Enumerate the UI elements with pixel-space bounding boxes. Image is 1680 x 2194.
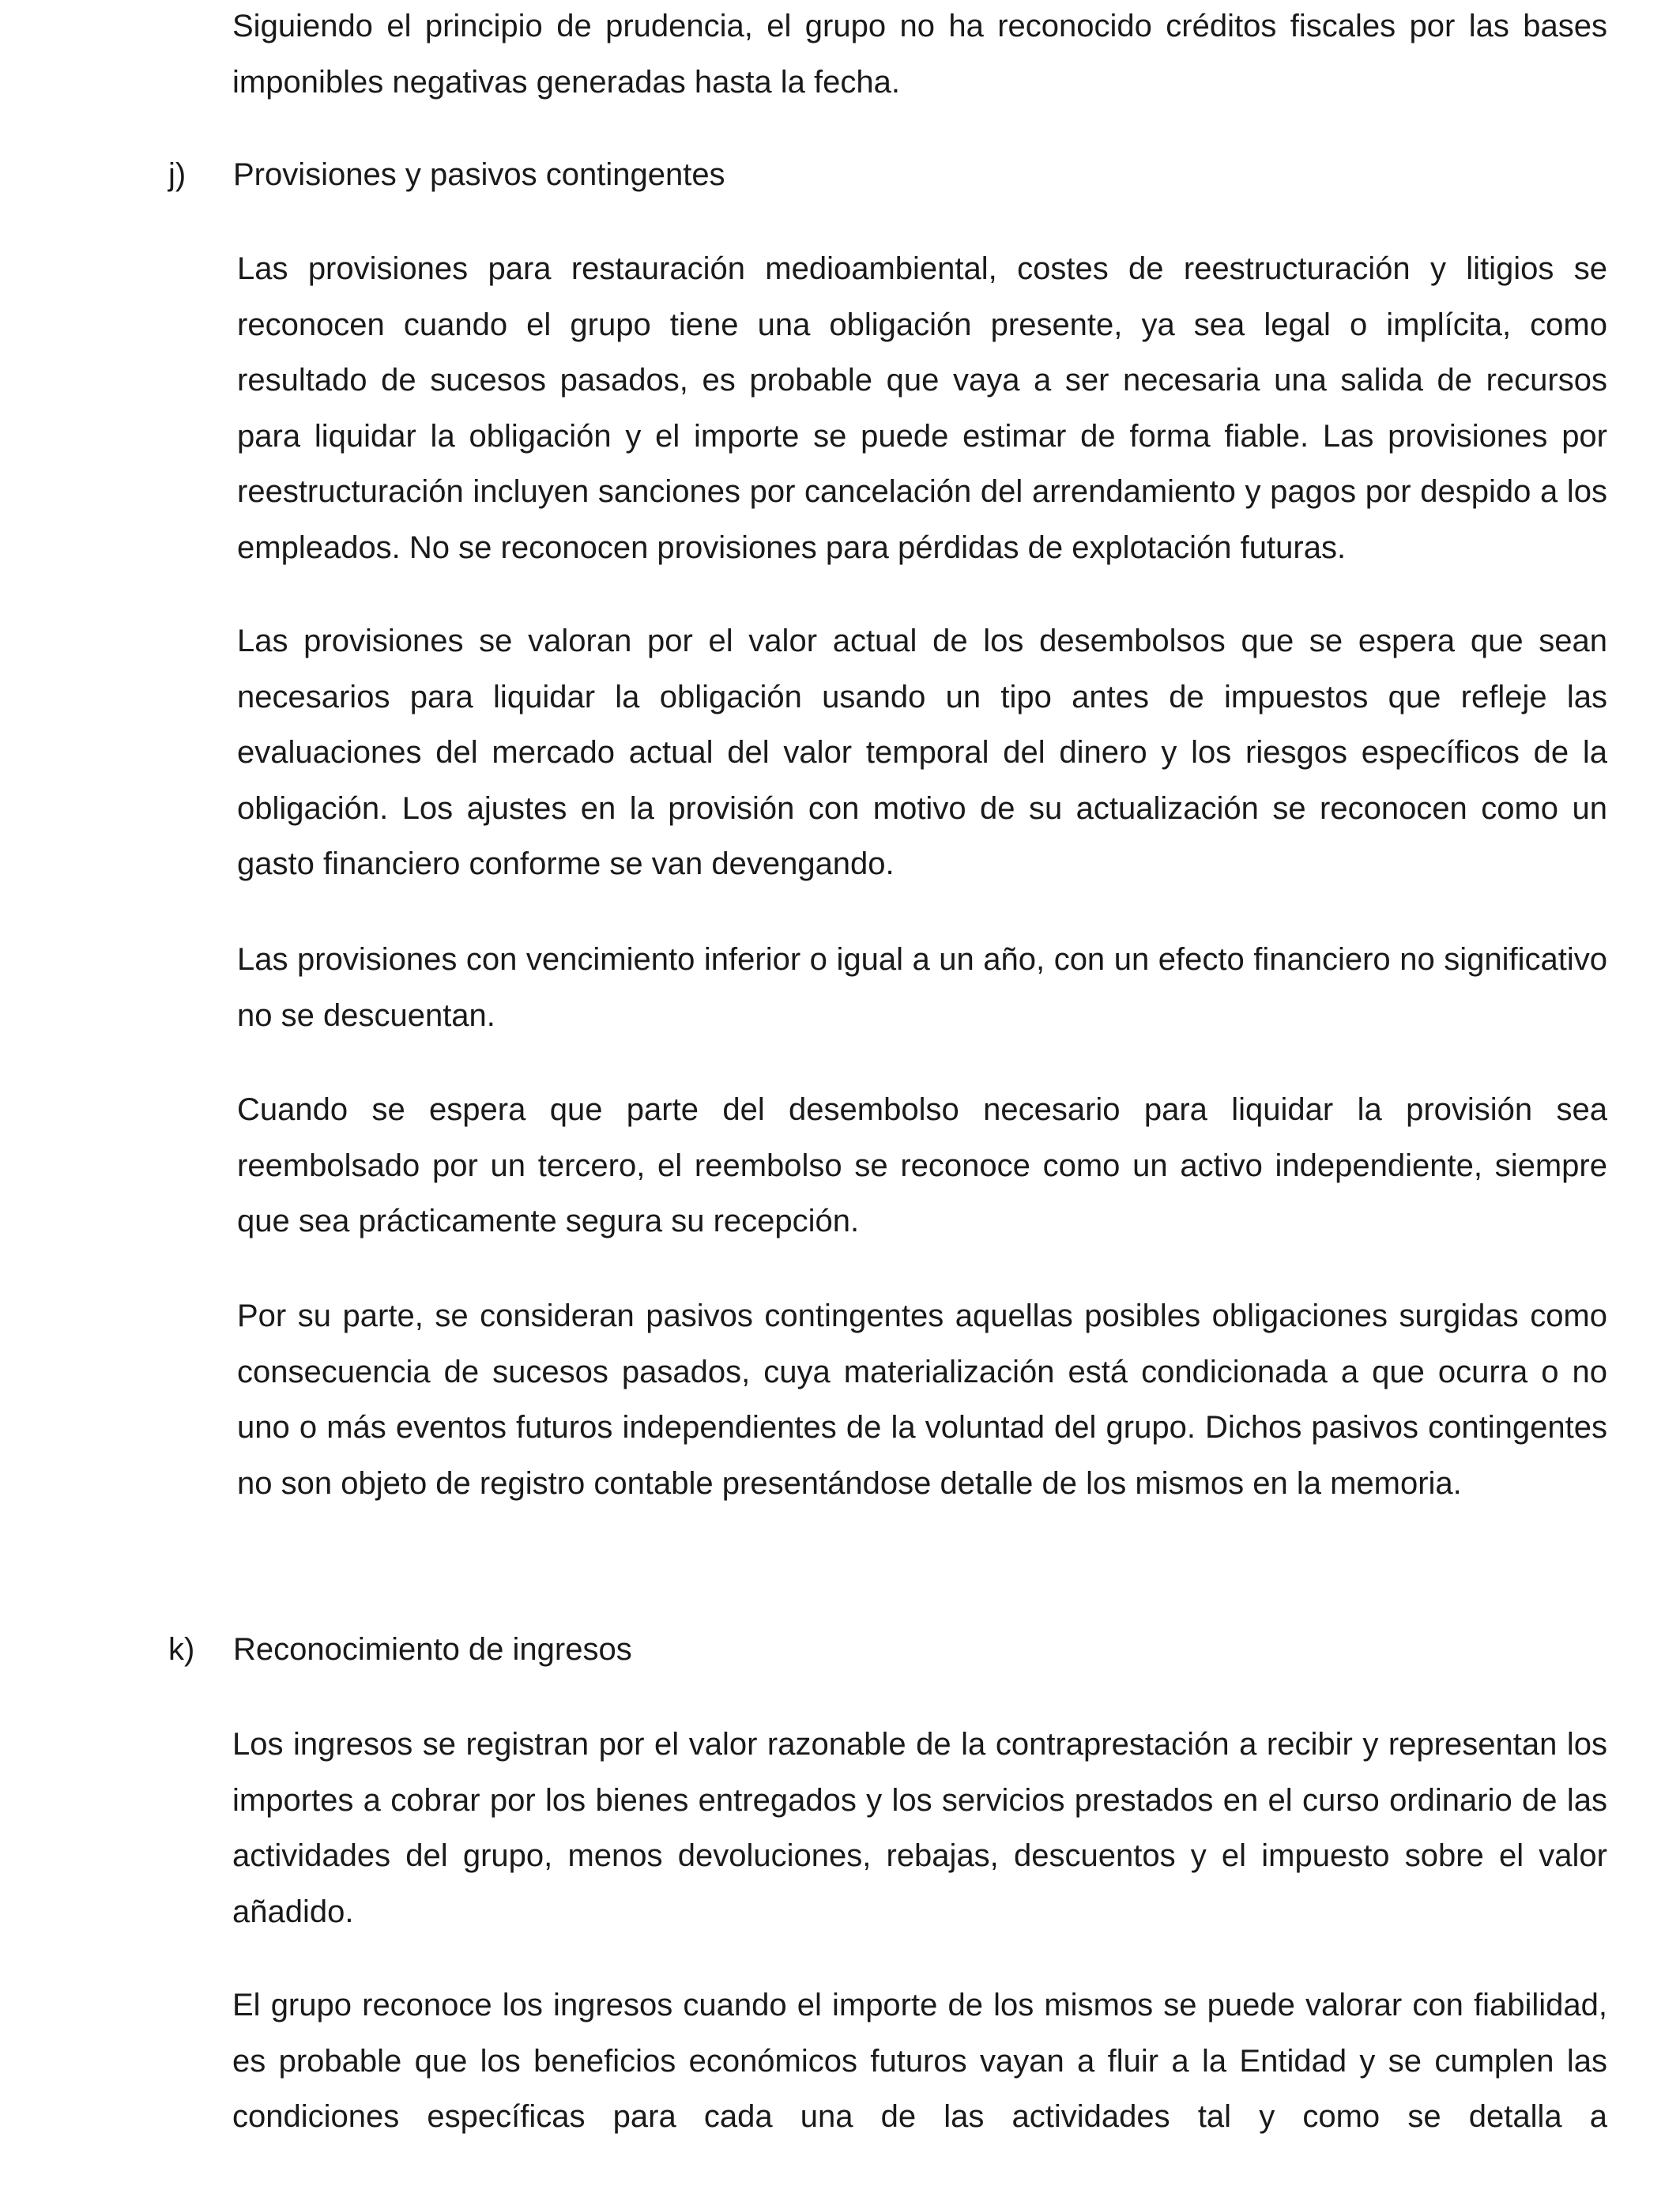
section-j-title: Provisiones y pasivos contingentes <box>233 157 725 192</box>
intro-paragraph: Siguiendo el principio de prudencia, el grupo no ha reconocido créditos fiscales por las bases imponibles negativas generadas hasta la fecha. <box>232 9 1607 100</box>
section-j-marker: j) <box>168 157 186 192</box>
section-k-paragraph-1: Los ingresos se registran por el valor razonable de la contraprestación a recibir y representan los importes a cobrar por los bienes entregados y los servicios prestados en el curso ordinario de las actividades del grupo, menos devoluciones, rebajas, descuentos y el impuesto sobre el valor añadido. <box>232 1727 1607 1929</box>
section-j-heading <box>168 147 1607 202</box>
section-j-paragraph-3: Las provisiones con vencimiento inferior o igual a un año, con un efecto financiero no significativo no se descuentan. <box>237 942 1607 1033</box>
section-k-marker: k) <box>168 1632 195 1667</box>
section-k-title: Reconocimiento de ingresos <box>233 1632 632 1667</box>
section-j-paragraph-4: Cuando se espera que parte del desembolso necesario para liquidar la provisión sea reembolsado por un tercero, el reembolso se reconoce como un activo independiente, siempre que sea prácticamente segura su recepción. <box>237 1092 1607 1238</box>
section-k-paragraph-2: El grupo reconoce los ingresos cuando el importe de los mismos se puede valorar con fiabilidad, es probable que los beneficios económicos futuros vayan a fluir a la Entidad y se cumplen las condiciones específicas para cada una de las actividades tal y como se detalla a <box>232 1988 1607 2134</box>
section-j-paragraph-5: Por su parte, se consideran pasivos contingentes aquellas posibles obligaciones surgidas como consecuencia de sucesos pasados, cuya materialización está condicionada a que ocurra o no uno o más eventos futuros independientes de la voluntad del grupo. Dichos pasivos contingentes no son objeto de registro contable presentándose detalle de los mismos en la memoria. <box>237 1299 1607 1501</box>
section-k-heading <box>168 1622 1607 1677</box>
section-j-paragraph-2: Las provisiones se valoran por el valor actual de los desembolsos que se espera que sean necesarios para liquidar la obligación usando un tipo antes de impuestos que refleje las evaluaciones del mercado actual del valor temporal del dinero y los riesgos específicos de la obligación. Los ajustes en la provisión con motivo de su actualización se reconocen como un gasto financiero conforme se van devengando. <box>237 624 1607 881</box>
section-j-paragraph-1: Las provisiones para restauración medioambiental, costes de reestructuración y litigios se reconocen cuando el grupo tiene una obligación presente, ya sea legal o implícita, como resultado de sucesos pasados, es probable que vaya a ser necesaria una salida de recursos para liquidar la obligación y el importe se puede estimar de forma fiable. Las provisiones por reestructuración incluyen sanciones por cancelación del arrendamiento y pagos por despido a los empleados. No se reconocen provisiones para pérdidas de explotación futuras. <box>237 251 1607 565</box>
